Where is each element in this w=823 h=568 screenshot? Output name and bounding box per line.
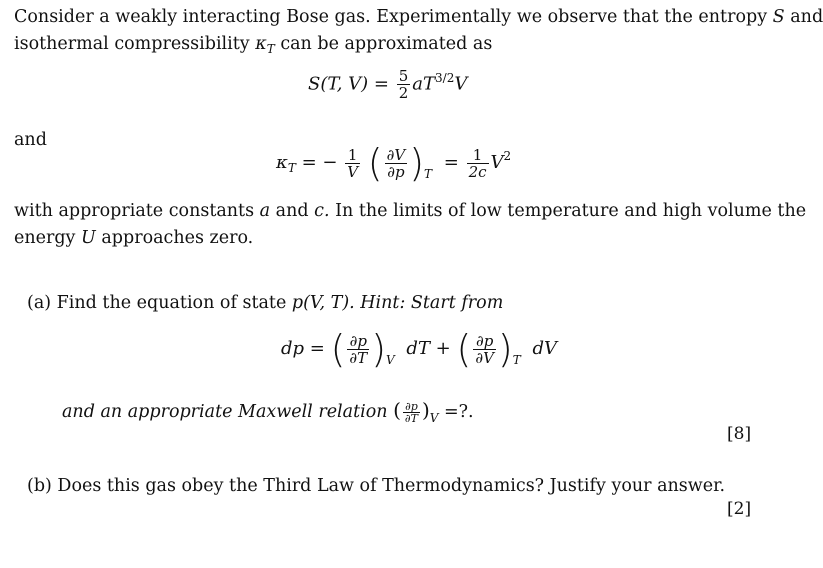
part-a-differential: dp = ( $\frac{\partial p}{\partial T}$ )$_V$ dT + ( $\frac{\partial p}{\partial V}$ )$_T$ dV [281,327,558,371]
dp-dv-derivative: $\frac{\partial p}{\partial V}$ [475,331,494,367]
part-a-marks: [8] [727,424,752,444]
dp-dt-derivative: $\frac{\partial p}{\partial T}$ [349,331,368,367]
body-line-4: energy U approaches zero. [14,228,254,248]
eq1-volume: V [454,73,468,95]
eq2-derivative: $\frac{\partial V}{\partial p}$ [386,145,406,181]
maxwell-relation-line: and an appropriate Maxwell relation ( $\frac{\partial p}{\partial T}$ )$_V$ =?. [62,398,474,425]
eq2-fraction-1: $\frac{1}{V}$ [347,145,359,181]
compressibility-equation: $\kappa_T$ = − $\frac{1}{V}$ ( $\frac{\partial V}{\partial p}$ )$_T$ = $\frac{1}{2c}$ $V^2$ [276,141,512,185]
eq1-exponent: 3/2 [435,70,455,85]
intro-and: and [790,7,823,27]
eq1-fraction: $\frac{5}{2}$ [398,67,409,102]
intro-text-2: isothermal compressibility [14,34,250,54]
and-label: and [14,130,47,150]
eq2-equals-2: = [443,152,459,173]
part-a-prompt: (a) Find the equation of state p(V, T). Hint: Start from [27,293,504,313]
body-line-3: with appropriate constants a and c. In the limits of low temperature and high volume the [14,201,807,221]
entropy-symbol: S [772,7,785,27]
intro-line-1 [14,6,823,28]
eq1-rhs: aT [412,73,436,95]
intro-text-2-end: can be approximated as [280,34,493,54]
part-b-marks: [2] [727,499,752,519]
entropy-equation [308,68,467,101]
kappa-symbol: $\kappa_T$ [255,34,275,56]
maxwell-derivative: $\frac{\partial p}{\partial T}$ [404,400,418,425]
intro-line-2 [14,33,492,56]
part-b-prompt: (b) Does this gas obey the Third Law of Thermodynamics? Justify your answer. [27,476,726,496]
intro-text: Consider a weakly interacting Bose gas. Experimentally we observe that the entropy [14,7,768,27]
eq1-lhs: S(T, V) = [308,73,389,95]
eq2-equals: = − [301,152,338,173]
eq2-fraction-2: $\frac{1}{2c}$ [468,145,487,181]
